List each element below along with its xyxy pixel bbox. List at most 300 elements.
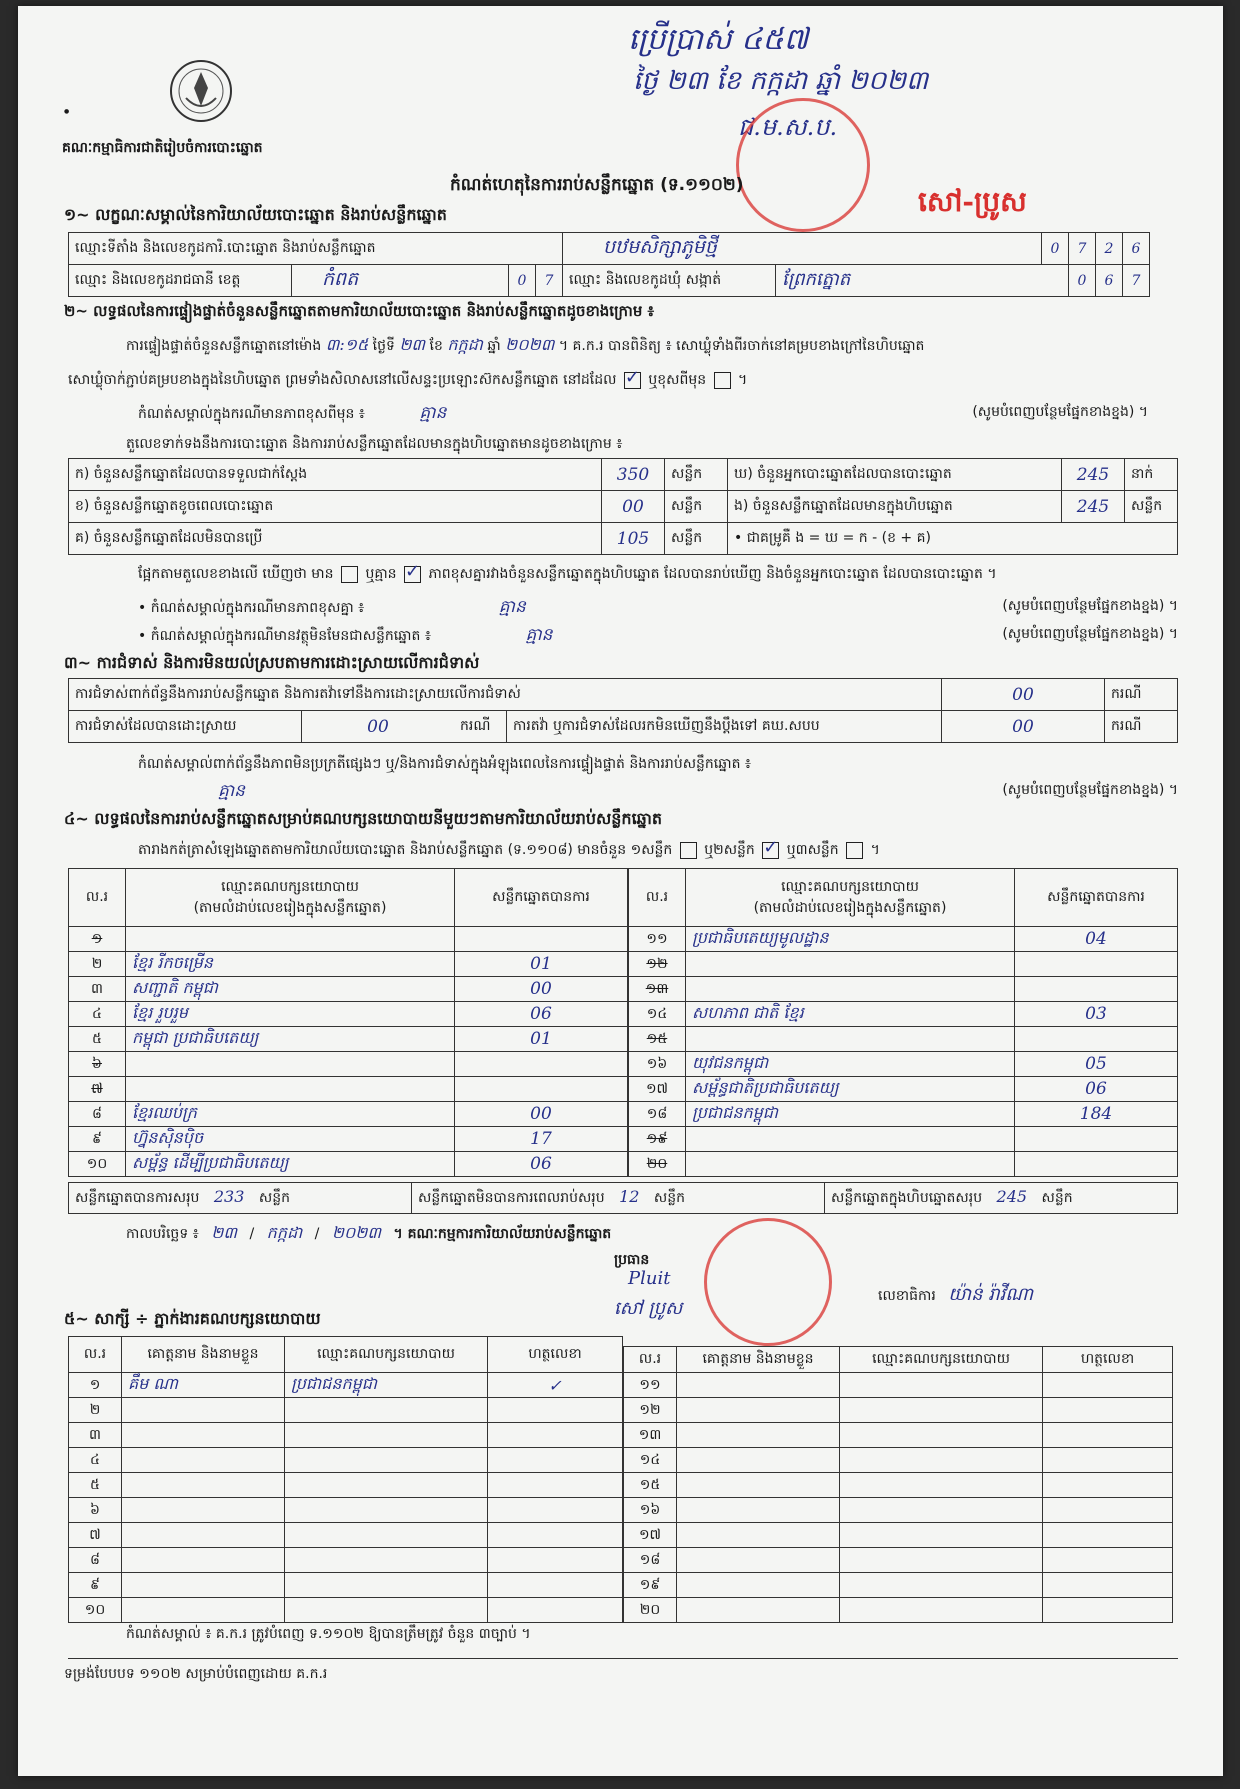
p1-text: សោឃ្លុំចាក់ភ្ជាប់គម្របខាងក្នុងនៃហិបឆ្នោត ព្រមទាំងសិលាសនៅលើសន្ទះប្រឡោះស៊កសន្លឹកឆ្នោត នៅដដែល xyxy=(68,372,617,388)
vote-count: 01 xyxy=(455,1027,628,1052)
witness-party xyxy=(285,1448,488,1473)
row-number: ១០ xyxy=(69,1598,122,1623)
chair-signature: Pluit xyxy=(628,1268,671,1289)
bullet1-label: • កំណត់សម្គាល់ក្នុងករណីមានភាពខុសគ្នា ៖ xyxy=(138,600,365,616)
col-name-header: គោត្តនាម និងនាមខ្លួន xyxy=(677,1347,840,1373)
red-seal-bottom xyxy=(704,1218,832,1346)
commune-code-digit: 0 xyxy=(1069,265,1096,297)
figure-unit: សន្លឹក xyxy=(665,459,728,491)
p3-text: ភាពខុសគ្នារវាងចំនួនសន្លឹកឆ្នោតក្នុងហិបឆ្នោត ដែលបានរាប់ឃើញ និងចំនួនអ្នកបោះឆ្នោត ដែលបានបោះឆ្នោត ។ xyxy=(428,566,997,582)
figure-b-value: 00 xyxy=(602,491,665,523)
p1-text: ខែ xyxy=(429,338,443,354)
vote-row xyxy=(629,1052,1178,1077)
section5-footnote: កំណត់សម្គាល់ ៖ គ.ក.រ ត្រូវបំពេញ ទ.១១០២ ឱ្យបានត្រឹមត្រូវ ចំនួន ៣ច្បាប់ ។ xyxy=(126,1626,531,1642)
party-name xyxy=(686,977,1015,1002)
fill-note: (សូមបំពេញបន្ថែមផ្នែកខាងខ្នង) ។ xyxy=(1002,782,1178,798)
row-number: ១២ xyxy=(629,952,686,977)
witness-party xyxy=(840,1398,1043,1423)
figure-c-label: គ) ចំនួនសន្លឹកឆ្នោតដែលមិនបានប្រើ xyxy=(69,523,602,555)
witness-signature xyxy=(488,1523,623,1548)
fill-note: (សូមបំពេញបន្ថែមផ្នែកខាងខ្នង) ។ xyxy=(1002,626,1178,642)
row-number: ១ xyxy=(69,1373,122,1398)
witness-signature xyxy=(488,1548,623,1573)
station-label: ឈ្មោះទីតាំង និងលេខកូដការិ.បោះឆ្នោត និងរាប់សន្លឹកឆ្នោត xyxy=(69,233,563,265)
witness-party xyxy=(840,1598,1043,1623)
row-number: ៥ xyxy=(69,1473,122,1498)
witness-row xyxy=(69,1523,623,1548)
secretary xyxy=(878,1282,1033,1309)
witness-row xyxy=(69,1498,623,1523)
unit-label: ករណី xyxy=(1105,679,1178,711)
figure-unit: សន្លឹក xyxy=(665,523,728,555)
row-number: ៣ xyxy=(69,977,126,1002)
intro-text: ឬ៣សន្លឹក xyxy=(786,842,839,858)
vote-row xyxy=(629,1152,1178,1177)
commission-name: គណៈកម្មាធិការជាតិរៀបចំការបោះឆ្នោត xyxy=(62,140,263,156)
col-party: ឈ្មោះគណបក្សនយោបាយ xyxy=(221,878,359,895)
witness-name xyxy=(122,1523,285,1548)
witness-signature xyxy=(488,1573,623,1598)
difference-note xyxy=(138,402,1148,427)
party-name xyxy=(126,927,455,952)
figure-b-label: ខ) ចំនួនសន្លឹកឆ្នោតខូចពេលបោះឆ្នោត xyxy=(69,491,602,523)
party-name: ប្រជាជនកម្ពុជា xyxy=(686,1102,1015,1127)
witness-party xyxy=(840,1448,1043,1473)
row-number: ១១ xyxy=(624,1373,677,1398)
station-code-digit: 7 xyxy=(1069,233,1096,265)
row-number: ១៣ xyxy=(624,1423,677,1448)
witness-party xyxy=(840,1498,1043,1523)
different-checkbox[interactable] xyxy=(714,372,731,389)
one-sheet-checkbox[interactable] xyxy=(680,842,697,859)
witness-signature xyxy=(1043,1398,1173,1423)
row-number: ១២ xyxy=(624,1398,677,1423)
commune-code-digit: 6 xyxy=(1096,265,1123,297)
witness-name xyxy=(677,1548,840,1573)
has-difference-checkbox[interactable] xyxy=(341,566,358,583)
witness-name xyxy=(122,1498,285,1523)
check-day: ២៣ xyxy=(399,335,426,354)
section1-table xyxy=(68,232,1150,297)
row-number: ១៩ xyxy=(629,1127,686,1152)
handwritten-red-name: សៅ-ប្រូស xyxy=(918,185,1027,218)
section3-note-value: គ្មាន xyxy=(218,781,245,801)
commune-code-digit: 7 xyxy=(1123,265,1150,297)
form-title: កំណត់ហេតុនៃការរាប់សន្លឹកឆ្នោត (ទ.១១០២) xyxy=(450,175,744,195)
col-party-header: ឈ្មោះគណបក្សនយោបាយ xyxy=(285,1337,488,1373)
party-name: ខ្មែរ រីកចម្រើន xyxy=(126,952,455,977)
resolved-value: 00 xyxy=(302,711,455,743)
row-number: ២ xyxy=(69,952,126,977)
witness-signature xyxy=(1043,1548,1173,1573)
section2-paragraph1 xyxy=(126,334,924,358)
witness-row xyxy=(624,1523,1173,1548)
witness-name xyxy=(677,1448,840,1473)
resolved-label: ការជំទាស់ដែលបានដោះស្រាយ xyxy=(69,711,302,743)
p1-text: ឆ្នាំ xyxy=(487,338,501,354)
vote-count xyxy=(1015,1152,1178,1177)
witness-party xyxy=(285,1548,488,1573)
row-number: ១០ xyxy=(69,1152,126,1177)
vote-count: 17 xyxy=(455,1127,628,1152)
note-value: គ្មាន xyxy=(419,403,447,423)
party-name xyxy=(126,1052,455,1077)
col-sign-header: ហត្ថលេខា xyxy=(488,1337,623,1373)
formula: • ជាគម្រូគឺ ង = ឃ = ក - (ខ + គ) xyxy=(728,523,1178,555)
witness-row xyxy=(624,1398,1173,1423)
witness-name xyxy=(677,1498,840,1523)
check-year: ២០២៣ xyxy=(505,335,555,354)
witness-row xyxy=(624,1448,1173,1473)
figure-a-label: ក) ចំនួនសន្លឹកឆ្នោតដែលបានទទួលជាក់ស្តែង xyxy=(69,459,602,491)
col-votes-header: សន្លឹកឆ្នោតបានការ xyxy=(455,869,628,927)
row-number: ១១ xyxy=(629,927,686,952)
witness-name xyxy=(122,1398,285,1423)
row-number: ៤ xyxy=(69,1448,122,1473)
witness-row xyxy=(624,1423,1173,1448)
vote-count: 06 xyxy=(455,1152,628,1177)
bullet-note-1 xyxy=(138,596,1178,621)
province-label: ឈ្មោះ និងលេខកូដរាជធានី ខេត្ត xyxy=(69,265,292,297)
row-number: ៧ xyxy=(69,1523,122,1548)
col-sign-header: ហត្ថលេខា xyxy=(1043,1347,1173,1373)
witness-row xyxy=(69,1598,623,1623)
row-number: ១៩ xyxy=(624,1573,677,1598)
party-name: សញ្ជាតិ កម្ពុជា xyxy=(126,977,455,1002)
witness-signature xyxy=(488,1423,623,1448)
section2-paragraph1b: សោឃ្លុំចាក់ភ្ជាប់គម្របខាងក្នុងនៃហិបឆ្នោត ព្រមទាំងសិលាសនៅលើសន្ទះប្រឡោះស៊កសន្លឹកឆ្នោត នៅដដែល ✓ ឬខុសពីមុន ។ xyxy=(68,370,747,391)
witness-name xyxy=(677,1398,840,1423)
col-no-header: ល.រ xyxy=(69,1337,122,1373)
witness-name xyxy=(677,1473,840,1498)
handwritten-note-3: ជ.ម.ស.ប. xyxy=(738,113,838,141)
witness-table-left xyxy=(68,1336,623,1623)
vote-count xyxy=(1015,952,1178,977)
figure-unit: នាក់ xyxy=(1125,459,1178,491)
witness-party xyxy=(285,1498,488,1523)
figure-d-label: ឃ) ចំនួនអ្នកបោះឆ្នោតដែលបានបោះឆ្នោត xyxy=(728,459,1062,491)
row-number: ១៦ xyxy=(629,1052,686,1077)
p1-text: ថ្ងៃទី xyxy=(372,338,395,354)
vote-row xyxy=(629,1102,1178,1127)
figure-a-value: 350 xyxy=(602,459,665,491)
row-number: ១៨ xyxy=(624,1548,677,1573)
row-number: ៧ xyxy=(69,1077,126,1102)
witness-signature xyxy=(1043,1473,1173,1498)
vote-count xyxy=(1015,1027,1178,1052)
row-number: ១៧ xyxy=(629,1077,686,1102)
two-sheet-checkbox[interactable] xyxy=(762,842,779,859)
p1-text: ។ គ.ក.រ បានពិនិត្យ ៖ សោឃ្លុំទាំងពីរចាក់នៅគម្របខាងក្រៅនៃហិបឆ្នោត xyxy=(558,338,925,354)
date-label: កាលបរិច្ឆេទ ៖ xyxy=(126,1226,199,1242)
vote-row xyxy=(69,1152,628,1177)
col-party-header: ឈ្មោះគណបក្សនយោបាយ xyxy=(840,1347,1043,1373)
witness-signature xyxy=(1043,1423,1173,1448)
vote-row xyxy=(69,1102,628,1127)
unit-label: សន្លឹក xyxy=(1041,1190,1073,1206)
party-name xyxy=(126,1077,455,1102)
row-number: ១៣ xyxy=(629,977,686,1002)
date-day: ២៣ xyxy=(211,1223,238,1242)
witness-name xyxy=(122,1548,285,1573)
witness-signature xyxy=(488,1598,623,1623)
witness-name: គឹម ណា xyxy=(122,1373,285,1398)
three-sheet-checkbox[interactable] xyxy=(846,842,863,859)
figure-e-label: ង) ចំនួនសន្លឹកឆ្នោតដែលមានក្នុងហិបឆ្នោត xyxy=(728,491,1062,523)
witness-row xyxy=(624,1548,1173,1573)
row-number: ១៨ xyxy=(629,1102,686,1127)
witness-party xyxy=(285,1398,488,1423)
row-number: ១៤ xyxy=(629,1002,686,1027)
date-suffix: ។ គណៈកម្មការការិយាល័យរាប់សន្លឹកឆ្នោត xyxy=(393,1226,612,1242)
party-name: ហ្វ៊ុនស៊ិនប៉ិច xyxy=(126,1127,455,1152)
col-no-header: ល.រ xyxy=(629,869,686,927)
witness-signature xyxy=(1043,1598,1173,1623)
row-number: ១៦ xyxy=(624,1498,677,1523)
row-number: ៤ xyxy=(69,1002,126,1027)
witness-party xyxy=(285,1573,488,1598)
row-number: ១ xyxy=(69,927,126,952)
vote-row xyxy=(629,952,1178,977)
province-value: កំពត xyxy=(292,265,509,297)
witness-row xyxy=(624,1498,1173,1523)
total-box-value: 245 xyxy=(996,1187,1028,1206)
row-number: ២០ xyxy=(629,1152,686,1177)
col-party-header xyxy=(686,869,1015,927)
witness-name xyxy=(677,1423,840,1448)
objections-value: 00 xyxy=(942,679,1105,711)
witness-row xyxy=(624,1373,1173,1398)
witness-table-right xyxy=(623,1346,1173,1623)
witness-row xyxy=(69,1573,623,1598)
no-difference-checkbox[interactable] xyxy=(404,566,421,583)
witness-row xyxy=(69,1548,623,1573)
party-name xyxy=(686,1127,1015,1152)
witness-party xyxy=(285,1598,488,1623)
witness-signature xyxy=(488,1398,623,1423)
col-no-header: ល.រ xyxy=(69,869,126,927)
vote-count: 04 xyxy=(1015,927,1178,952)
vote-count xyxy=(1015,1127,1178,1152)
bullet1-value: គ្មាន xyxy=(498,597,526,617)
section4-intro: តារាងកត់ត្រាសំឡេងឆ្នោតតាមការិយាល័យបោះឆ្នោត និងរាប់សន្លឹកឆ្នោត (ទ.១១០៨) មានចំនួន ១សន្លឹក ឬ២សន្លឹក ✓ ឬ៣សន្លឹក ។ xyxy=(138,840,880,861)
witness-name xyxy=(122,1598,285,1623)
row-number: ៥ xyxy=(69,1027,126,1052)
party-name xyxy=(686,1152,1015,1177)
vote-row xyxy=(69,1127,628,1152)
witness-signature xyxy=(488,1473,623,1498)
red-seal-top xyxy=(736,98,870,232)
p3-text: ផ្អែកតាមតួលេខខាងលើ ឃើញថា មាន xyxy=(138,566,334,582)
witness-name xyxy=(677,1598,840,1623)
witness-row xyxy=(69,1473,623,1498)
unit-label: ករណី xyxy=(1105,711,1178,743)
secretary-label: លេខាធិការ xyxy=(878,1288,936,1304)
total-valid xyxy=(69,1183,412,1214)
total-box-label: សន្លឹកឆ្នោតក្នុងហិបឆ្នោតសរុប xyxy=(831,1190,983,1206)
fill-note: (សូមបំពេញបន្ថែមផ្នែកខាងខ្នង) ។ xyxy=(1002,598,1178,614)
section4-title: ៤~ លទ្ធផលនៃការរាប់សន្លឹកឆ្នោតសម្រាប់គណបក្សនយោបាយនីមួយៗតាមការិយាល័យរាប់សន្លឹកឆ្នោត xyxy=(64,809,663,828)
section3-note xyxy=(68,780,1178,805)
vote-row xyxy=(69,977,628,1002)
col-party-sub: (តាមលំដាប់លេខរៀងក្នុងសន្លឹកឆ្នោត) xyxy=(193,899,387,916)
witness-signature xyxy=(1043,1573,1173,1598)
vote-count: 05 xyxy=(1015,1052,1178,1077)
row-number: ៩ xyxy=(69,1573,122,1598)
witness-party xyxy=(285,1423,488,1448)
commission-emblem-icon xyxy=(168,58,234,124)
chair-name: សៅ ប្រូស xyxy=(614,1298,683,1319)
row-number: ១៥ xyxy=(624,1473,677,1498)
vote-count xyxy=(455,927,628,952)
chair-label: ប្រធាន xyxy=(614,1252,650,1268)
witness-name xyxy=(677,1573,840,1598)
totals-row xyxy=(68,1182,1178,1214)
col-party-header xyxy=(126,869,455,927)
party-name xyxy=(686,1027,1015,1052)
witness-party xyxy=(840,1523,1043,1548)
witness-name xyxy=(122,1473,285,1498)
section2-paragraph2: តួលេខទាក់ទងនឹងការបោះឆ្នោត និងការរាប់សន្លឹកឆ្នោតដែលមានក្នុងហិបឆ្នោតមានដូចខាងក្រោម ៖ xyxy=(126,436,623,452)
p1-text: ឬខុសពីមុន xyxy=(648,372,707,388)
witness-signature xyxy=(488,1448,623,1473)
witness-signature xyxy=(1043,1448,1173,1473)
section1-title: ១~ លក្ខណៈសម្គាល់នៃការិយាល័យបោះឆ្នោត និងរាប់សន្លឹកឆ្នោត xyxy=(64,205,447,224)
vote-row xyxy=(69,1027,628,1052)
witness-row xyxy=(69,1423,623,1448)
handwritten-note-1: ប្រើប្រាស់ ៤៥៧ xyxy=(628,22,809,57)
section2-title: ២~ លទ្ធផលនៃការផ្ទៀងផ្ទាត់ចំនួនសន្លឹកឆ្នោតតាមការិយាល័យបោះឆ្នោត និងរាប់សន្លឹកឆ្នោតដូចខាងក្រោម ៖ xyxy=(64,302,655,320)
commune-label: ឈ្មោះ និងលេខកូដឃុំ សង្កាត់ xyxy=(563,265,776,297)
row-number: ៩ xyxy=(69,1127,126,1152)
witness-signature xyxy=(488,1498,623,1523)
col-no-header: ល.រ xyxy=(624,1347,677,1373)
unit-label: ករណី xyxy=(454,711,507,743)
vote-row xyxy=(629,1002,1178,1027)
p1-text: ការផ្ទៀងផ្ទាត់ចំនួនសន្លឹកឆ្នោតនៅម៉ោង xyxy=(126,338,322,354)
vote-count: 00 xyxy=(455,977,628,1002)
witness-name xyxy=(677,1523,840,1548)
section3-note-label: កំណត់សម្គាល់ពាក់ព័ន្ធនឹងភាពមិនប្រក្រតីផ្សេងៗ ឬ/និងការជំទាស់ក្នុងអំឡុងពេលនៃការផ្ទៀងផ្ទាត់ និងការរាប់សន្លឹកឆ្នោត ៖ xyxy=(138,756,752,772)
section5-title: ៥~ សាក្សី ÷ ភ្នាក់ងារគណបក្សនយោបាយ xyxy=(64,1309,321,1328)
row-number: ៦ xyxy=(69,1498,122,1523)
party-name xyxy=(686,952,1015,977)
p3-text: ឬគ្មាន xyxy=(365,566,397,582)
party-name: សម្ព័ន្ធជាតិប្រជាធិបតេយ្យ xyxy=(686,1077,1015,1102)
witness-party xyxy=(285,1523,488,1548)
station-code-digit: 6 xyxy=(1123,233,1150,265)
vote-row xyxy=(69,952,628,977)
total-valid-label: សន្លឹកឆ្នោតបានការសរុប xyxy=(75,1190,200,1206)
handwritten-note-2: ថ្ងៃ ២៣ ខែ កក្កដា ឆ្នាំ ២០២៣ xyxy=(633,66,929,96)
party-name: កម្ពុជា ប្រជាធិបតេយ្យ xyxy=(126,1027,455,1052)
intro-text: ឬ២សន្លឹក xyxy=(704,842,755,858)
vote-count: 06 xyxy=(1015,1077,1178,1102)
row-number: ១៧ xyxy=(624,1523,677,1548)
witness-name xyxy=(122,1423,285,1448)
vote-count xyxy=(455,1077,628,1102)
vote-count: 06 xyxy=(455,1002,628,1027)
figure-c-value: 105 xyxy=(602,523,665,555)
form-page: ● គណៈកម្មាធិការជាតិរៀបចំការបោះឆ្នោត ប្រើប្រាស់ ៤៥៧ ថ្ងៃ ២៣ ខែ កក្កដា ឆ្នាំ ២០២៣ ជ.ម.ស.ប. សៅ-ប្រូស កំណត់ហេតុនៃការរាប់សន្លឹកឆ្នោត (ទ.១១០២) ១~ លក្ខណៈសម្គាល់នៃការិយាល័យបោះឆ្នោត និងរាប់សន្លឹកឆ្នោត ឈ្មោះទីតាំង និងលេខកូដការិ.បោះឆ្នោត និងរាប់សន្លឹកឆ្នោត បឋមសិក្សាភូមិថ្មី 0 7 2 6 ឈ្មោះ និងលេខកូដរាជធានី ខេត្ត កំពត 0 7 ឈ្មោះ និងលេខកូដឃុំ សង្កាត់ ព្រែកត្នោត 0 6 7 ២~ លទ្ធផលនៃការផ្ទៀងផ្ទាត់ចំនួនសន្លឹកឆ្នោតតាមការិយាល័យបោះឆ្នោត និងរាប់សន្លឹកឆ្នោតដូចខាងក្រោម ៖ ការផ្ទៀងផ្ទាត់ចំនួនសន្លឹកឆ្នោតនៅម៉ោង ៣:១៥ ថ្ងៃទី ២៣ ខែ កក្កដា ឆ្នាំ ២០២៣ ។ គ.ក.រ បានពិនិត្យ ៖ សោឃ្លុំទាំងពីរចាក់នៅគម្របខាងក្រៅនៃហិបឆ្នោត សោឃ្លុំចាក់ភ្ជាប់គម្របខាងក្នុងនៃហិបឆ្នោត ព្រមទាំងសិលាសនៅលើសន្ទះប្រឡោះស៊កសន្លឹកឆ្នោត នៅដដែល ✓ ឬខុសពីមុន ។ កំណត់សម្គាល់ក្នុងករណីមានភាពខុសពីមុន ៖ គ្មាន (សូមបំពេញបន្ថែមផ្នែកខាងខ្នង) ។ តួលេខទាក់ទងនឹងការបោះឆ្នោត និងការរាប់សន្លឹកឆ្នោតដែលមានក្នុងហិបឆ្នោតមានដូចខាងក្រោម ៖ ក) ចំនួនសន្លឹកឆ្នោតដែលបានទទួលជាក់ស្តែង 350 សន្លឹក ឃ) ចំនួនអ្នកបោះឆ្នោតដែលបានបោះឆ្នោត 245 នាក់ ខ) ចំនួនសន្លឹកឆ្នោតខូចពេលបោះឆ្នោត 00 សន្លឹក ង) ចំនួនសន្លឹកឆ្នោតដែលមានក្នុងហិបឆ្នោត 245 សន្លឹក គ) ចំនួនសន្លឹកឆ្នោតដែលមិនបានប្រើ 105 សន្លឹក • ជាគម្រូគឺ ង = ឃ = ក - (ខ + គ) ផ្អែកតាមតួលេខខាងលើ ឃើញថា មាន ឬគ្មាន ✓ ភាពខុសគ្នារវាងចំនួនសន្លឹកឆ្នោតក្នុងហិបឆ្នោត ដែលបានរាប់ឃើញ និងចំនួនអ្នកបោះឆ្នោត ដែលបានបោះឆ្នោត ។ • កំណត់សម្គាល់ក្នុងករណីមានភាពខុសគ្នា ៖ គ្មាន (សូមបំពេញបន្ថែមផ្នែកខាងខ្នង) ។ • កំណត់សម្គាល់ក្នុងករណីមានវត្ថុមិនមែនជាសន្លឹកឆ្នោត ៖ គ្មាន (សូមបំពេញបន្ថែមផ្នែកខាងខ្នង) ។ ៣~ ការជំទាស់ និងការមិនយល់ស្របតាមការដោះស្រាយលើការជំទាស់ ការជំទាស់ពាក់ព័ន្ធនឹងការរាប់សន្លឹកឆ្នោត និងការតវ៉ាទៅនឹងការដោះស្រាយលើការជំទាស់ 00 ករណី ការជំទាស់ដែលបានដោះស្រាយ 00 ករណី ការតវ៉ា ឬការជំទាស់ដែលរកមិនឃើញនឹងប្តឹងទៅ គឃ.សបប 00 ករណី កំណត់សម្គាល់ពាក់ព័ន្ធនឹងភាពមិនប្រក្រតីផ្សេងៗ ឬ/និងការជំទាស់ក្នុងអំឡុងពេលនៃការផ្ទៀងផ្ទាត់ និងការរាប់សន្លឹកឆ្នោត ៖ គ្មាន (សូមបំពេញបន្ថែមផ្នែកខាងខ្នង) ។ ៤~ លទ្ធផលនៃការរាប់សន្លឹកឆ្នោតសម្រាប់គណបក្សនយោបាយនីមួយៗតាមការិយាល័យរាប់សន្លឹកឆ្នោត តារាងកត់ត្រាសំឡេងឆ្នោតតាមការិយាល័យបោះឆ្នោត និងរាប់សន្លឹកឆ្នោត (ទ.១១០៨) មានចំនួន ១សន្លឹក ឬ២សន្លឹក ✓ ឬ៣សន្លឹក ។ ល.រ ឈ្មោះគណបក្សនយោបាយ (តាមលំដាប់លេខរៀងក្នុងសន្លឹកឆ្នោត) សន្លឹកឆ្នោតបានការ ១ ២ ខ្មែរ រីកចម្រើន 01 ៣ សញ្ជាតិ កម្ពុជា 00 ៤ ខ្មែរ រួបរួម 06 ៥ កម្ពុជា ប្រជាធិបតេយ្យ 01 ៦ ៧ ៨ ខ្មែរឈប់ក្រ 00 ៩ ហ្វ៊ុនស៊ិនប៉ិច 17 ១០ សម្ព័ន្ធ ដើម្បីប្រជាធិបតេយ្យ 06 ល.រ ឈ្មោះគណបក្សនយោបាយ (តាមលំដាប់លេខរៀងក្នុងសន្លឹកឆ្នោត) សន្លឹកឆ្នោតបានការ ១១ ប្រជាធិបតេយ្យមូលដ្ឋាន 04 ១២ ១៣ ១៤ សហភាព ជាតិ ខ្មែរ 03 ១៥ ១៦ យុវជនកម្ពុជា 05 ១៧ សម្ព័ន្ធជាតិប្រជាធិបតេយ្យ 06 ១៨ ប្រជាជនកម្ពុជា 184 ១៩ ២០ សន្លឹកឆ្នោតបានការសរុប 233 សន្លឹក សន្លឹកឆ្នោតមិនបានការពេលរាប់សរុប 12 សន្លឹក សន្លឹកឆ្នោតក្នុងហិបឆ្នោតសរុប 245 សន្លឹក កាលបរិច្ឆេទ ៖ ២៣ / កក្កដា / ២០២៣ ។ គណៈកម្មការការិយាល័យរាប់សន្លឹកឆ្នោត ប្រធាន Pluit សៅ ប្រូស លេខាធិការ យ៉ាន់ រ៉ាវីណា ៥~ សាក្សី ÷ ភ្នាក់ងារគណបក្សនយោបាយ ល.រ គោត្តនាម និងនាមខ្លួន ឈ្មោះគណបក្សនយោបាយ ហត្ថលេខា ១ គឹម ណា ប្រជាជនកម្ពុជា ✓ ២ ៣ ៤ ៥ ៦ ៧ ៨ ៩ ១០ ល.រ គោត្តនាម និងនាមខ្លួន ឈ្មោះគណបក្សនយោបាយ ហត្ថលេខា ១១ ១២ ១៣ ១៤ ១៥ ១៦ ១៧ ១៨ ១៩ ២០ កំណត់សម្គាល់ ៖ គ.ក.រ ត្រូវបំពេញ ទ.១១០២ ឱ្យបានត្រឹមត្រូវ ចំនួន ៣ច្បាប់ ។ ទម្រង់បែបបទ ១១០២ សម្រាប់បំពេញដោយ គ.ក.រ xyxy=(18,6,1223,1776)
bullet2-value: គ្មាន xyxy=(525,625,553,645)
total-invalid-label: សន្លឹកឆ្នោតមិនបានការពេលរាប់សរុប xyxy=(418,1190,605,1206)
col-party: ឈ្មោះគណបក្សនយោបាយ xyxy=(781,878,919,895)
row-number: ១៤ xyxy=(624,1448,677,1473)
vote-count xyxy=(455,1052,628,1077)
row-number: ៣ xyxy=(69,1423,122,1448)
vote-row xyxy=(69,1052,628,1077)
witness-party xyxy=(840,1548,1043,1573)
date-month: កក្កដា xyxy=(266,1223,303,1242)
ballot-figures-table xyxy=(68,458,1178,555)
vote-count: 01 xyxy=(455,952,628,977)
appeal-label: ការតវ៉ា ឬការជំទាស់ដែលរកមិនឃើញនឹងប្តឹងទៅ គឃ.សបប xyxy=(507,711,942,743)
unit-label: សន្លឹក xyxy=(653,1190,685,1206)
row-number: ២ xyxy=(69,1398,122,1423)
vote-count: 00 xyxy=(455,1102,628,1127)
objections-table xyxy=(68,678,1178,743)
total-box xyxy=(825,1183,1178,1214)
section3-title: ៣~ ការជំទាស់ និងការមិនយល់ស្របតាមការដោះស្រាយលើការជំទាស់ xyxy=(64,653,480,672)
vote-row xyxy=(69,1002,628,1027)
check-month: កក្កដា xyxy=(447,335,483,354)
date-year: ២០២៣ xyxy=(331,1223,382,1242)
vote-count: 184 xyxy=(1015,1102,1178,1127)
secretary-name: យ៉ាន់ រ៉ាវីណា xyxy=(948,1284,1034,1305)
same-checkbox[interactable] xyxy=(624,372,641,389)
col-party-sub: (តាមលំដាប់លេខរៀងក្នុងសន្លឹកឆ្នោត) xyxy=(753,899,947,916)
total-invalid-value: 12 xyxy=(619,1187,640,1206)
party-name: សម្ព័ន្ធ ដើម្បីប្រជាធិបតេយ្យ xyxy=(126,1152,455,1177)
figure-e-value: 245 xyxy=(1062,491,1125,523)
station-value: បឋមសិក្សាភូមិថ្មី xyxy=(563,233,1042,265)
row-number: ២០ xyxy=(624,1598,677,1623)
witness-party: ប្រជាជនកម្ពុជា xyxy=(285,1373,488,1398)
vote-count xyxy=(1015,977,1178,1002)
figure-d-value: 245 xyxy=(1062,459,1125,491)
party-name: ប្រជាធិបតេយ្យមូលដ្ឋាន xyxy=(686,927,1015,952)
appeal-value: 00 xyxy=(942,711,1105,743)
party-name: ខ្មែរឈប់ក្រ xyxy=(126,1102,455,1127)
witness-signature xyxy=(1043,1523,1173,1548)
vote-row xyxy=(629,977,1178,1002)
row-number: ៨ xyxy=(69,1548,122,1573)
witness-party xyxy=(840,1373,1043,1398)
station-code-digit: 0 xyxy=(1042,233,1069,265)
bullet-note-2 xyxy=(138,624,1178,649)
vote-row xyxy=(69,1077,628,1102)
witness-name xyxy=(677,1373,840,1398)
bullet2-label: • កំណត់សម្គាល់ក្នុងករណីមានវត្ថុមិនមែនជាសន្លឹកឆ្នោត ៖ xyxy=(138,628,431,644)
vote-row xyxy=(69,927,628,952)
party-name: ខ្មែរ រួបរួម xyxy=(126,1002,455,1027)
witness-row xyxy=(624,1598,1173,1623)
votes-table-right xyxy=(628,868,1178,1177)
witness-signature xyxy=(1043,1373,1173,1398)
date-line: កាលបរិច្ឆេទ ៖ ២៣ / កក្កដា / ២០២៣ ។ គណៈកម្មការការិយាល័យរាប់សន្លឹកឆ្នោត xyxy=(126,1223,612,1242)
row-number: ៨ xyxy=(69,1102,126,1127)
vote-row xyxy=(629,1077,1178,1102)
commune-value: ព្រែកត្នោត xyxy=(776,265,1069,297)
witness-row xyxy=(624,1573,1173,1598)
intro-text: តារាងកត់ត្រាសំឡេងឆ្នោតតាមការិយាល័យបោះឆ្នោត និងរាប់សន្លឹកឆ្នោត (ទ.១១០៨) មានចំនួន ១សន្លឹក xyxy=(138,842,673,858)
witness-name xyxy=(122,1448,285,1473)
objections-label: ការជំទាស់ពាក់ព័ន្ធនឹងការរាប់សន្លឹកឆ្នោត និងការតវ៉ាទៅនឹងការដោះស្រាយលើការជំទាស់ xyxy=(69,679,942,711)
figure-unit: សន្លឹក xyxy=(1125,491,1178,523)
witness-row xyxy=(69,1398,623,1423)
row-number: ៦ xyxy=(69,1052,126,1077)
